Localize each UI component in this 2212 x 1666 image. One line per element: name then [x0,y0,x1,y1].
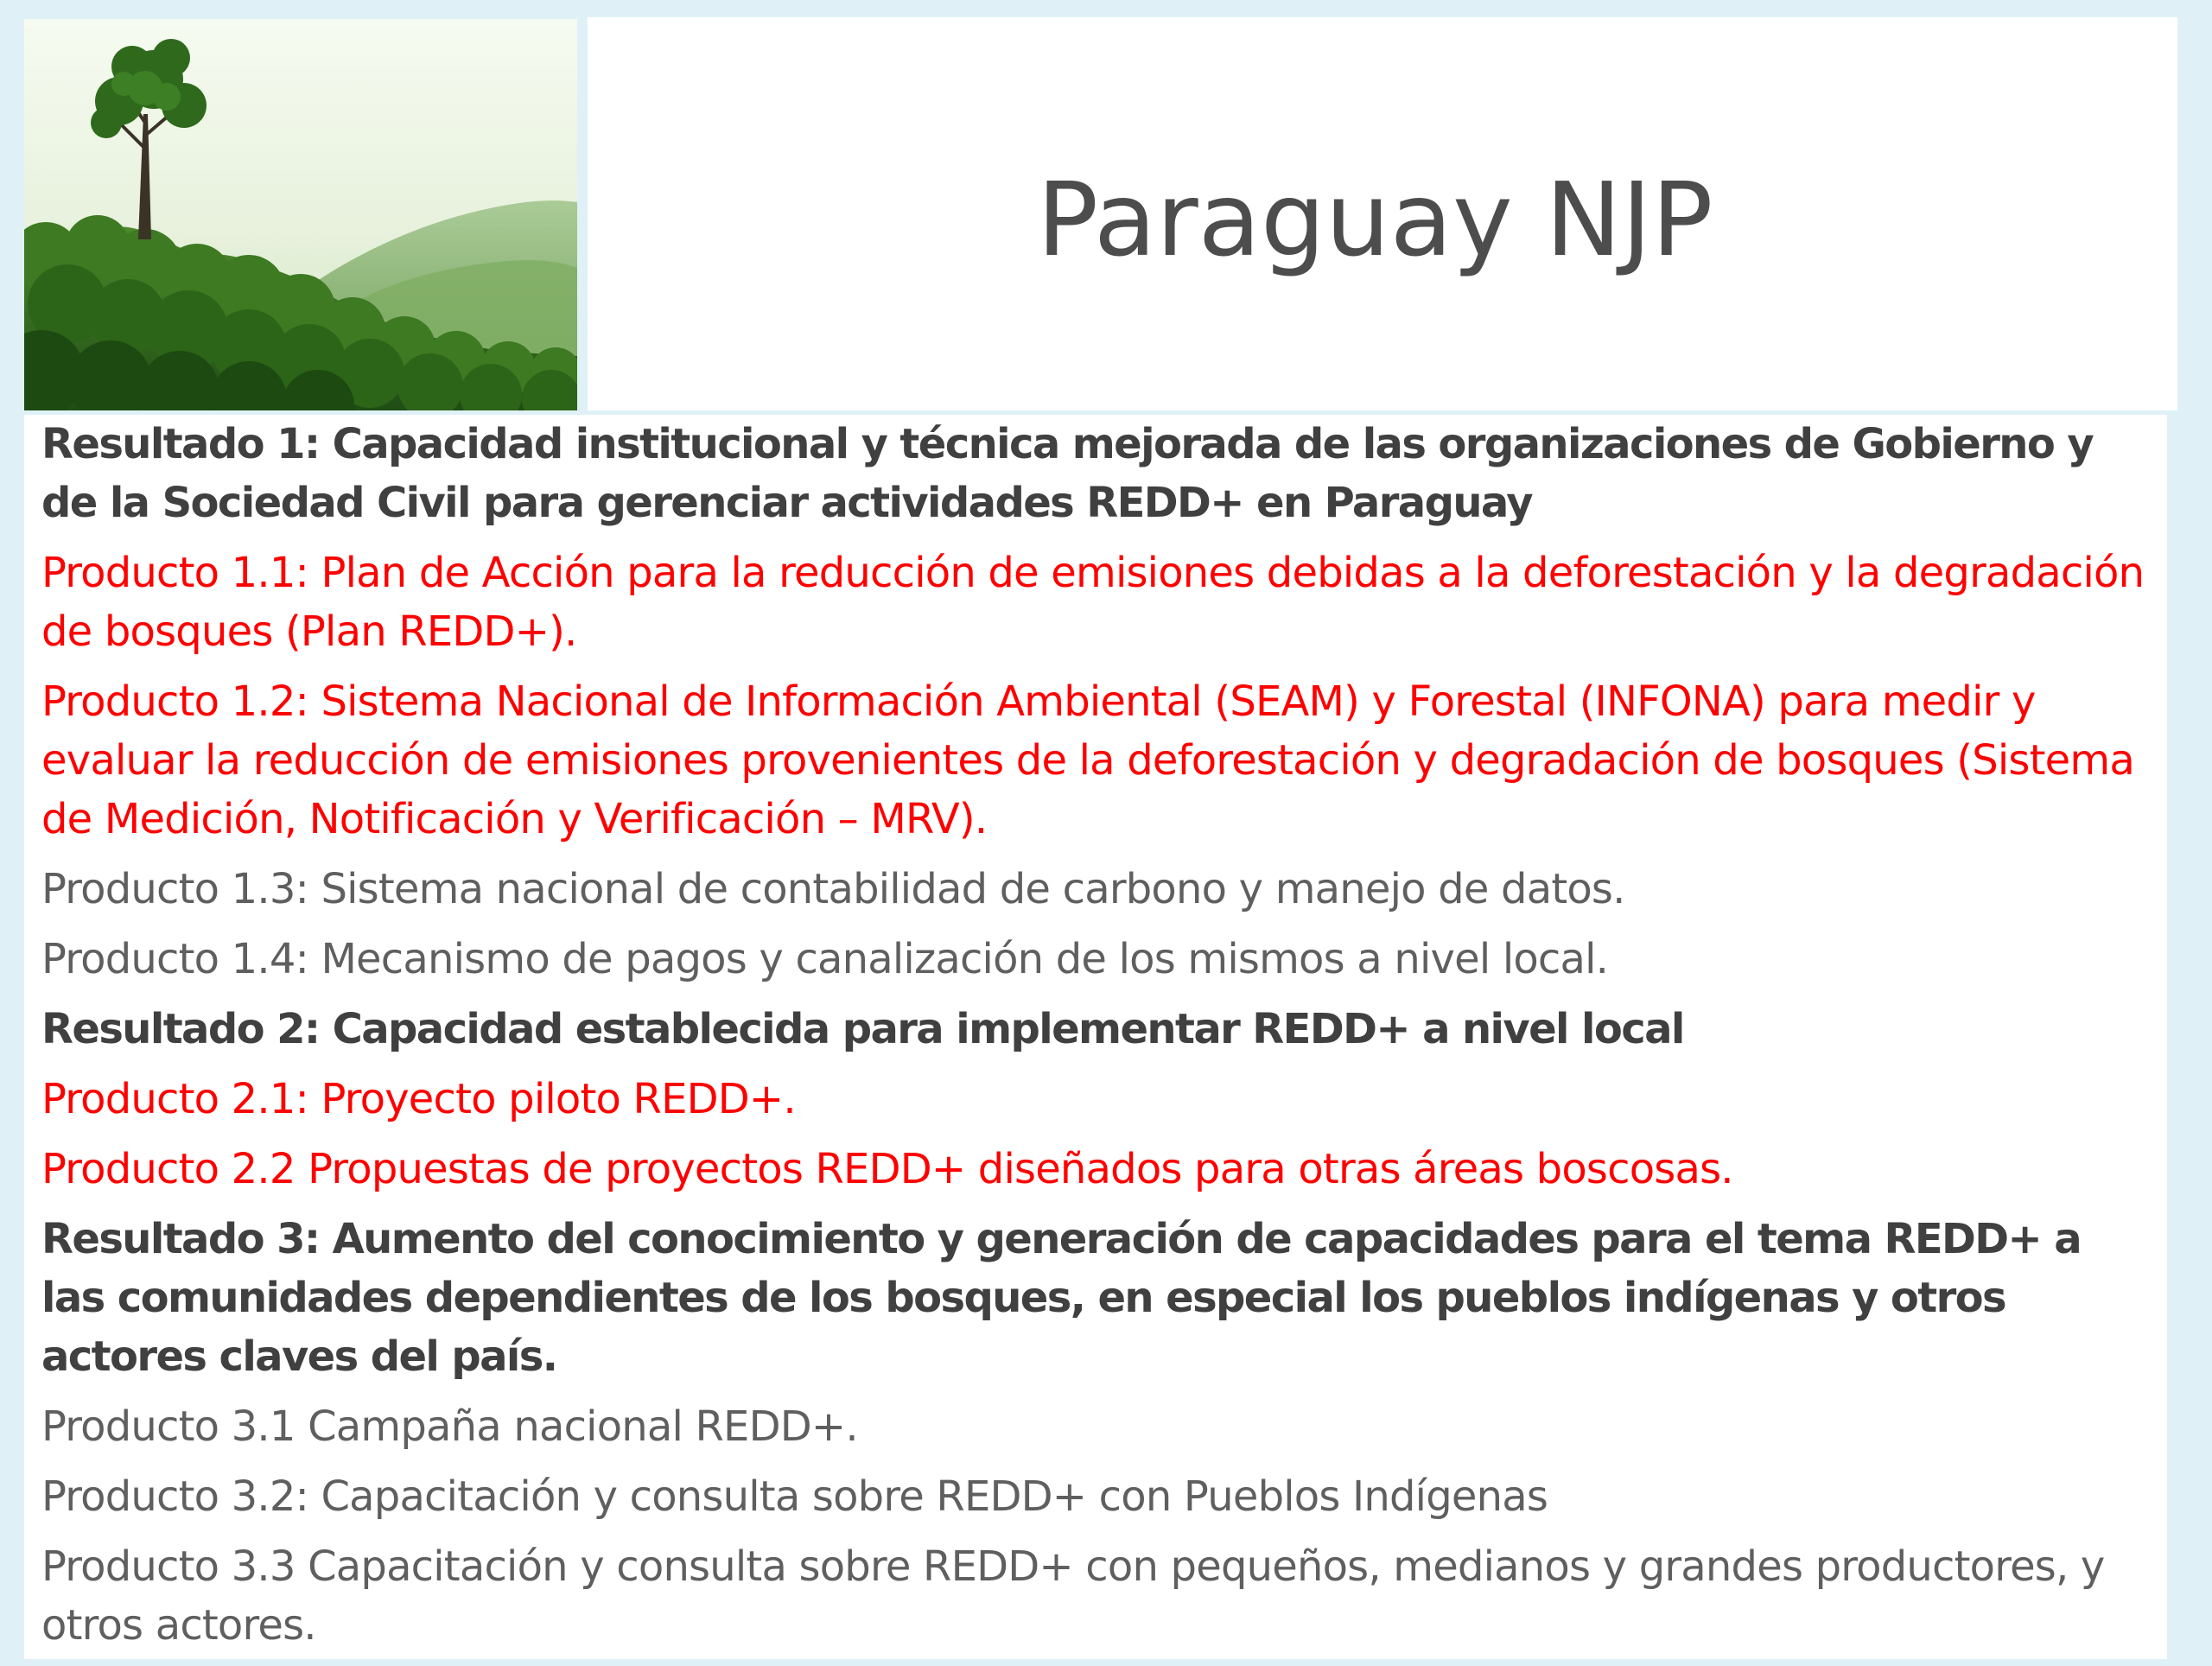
slide-title: Paraguay NJP [1037,160,1713,279]
producto-3-3: Producto 3.3 Capacitación y consulta sobre REDD+ con pequeños, medianos y grandes productores, y otros actores. [41,1542,2105,1650]
producto-2-1: Producto 2.1: Proyecto piloto REDD+. [41,1075,796,1123]
producto-2-2: Producto 2.2 Propuestas de proyectos REDD+ diseñados para otras áreas boscosas. [41,1145,1733,1193]
title-panel [588,17,2177,410]
producto-1-2: Producto 1.2: Sistema Nacional de Información Ambiental (SEAM) y Forestal (INFONA) para medir y evaluar la reducción de emisiones provenientes de la deforestación y degradación de bosques (Sistema de Medición, Notificación y Verificación – MRV). [41,677,2134,843]
resultado-2: Resultado 2: Capacidad establecida para implementar REDD+ a nivel local [41,1005,1684,1053]
producto-3-1: Producto 3.1 Campaña nacional REDD+. [41,1402,858,1451]
producto-3-2: Producto 3.2: Capacitación y consulta sobre REDD+ con Pueblos Indígenas [41,1472,1548,1521]
resultado-1: Resultado 1: Capacidad institucional y técnica mejorada de las organizaciones de Gobierno y de la Sociedad Civil para gerenciar actividades REDD+ en Paraguay [41,420,2094,527]
forest-photo [24,19,577,410]
forest-landscape-image [24,19,577,410]
producto-1-3: Producto 1.3: Sistema nacional de contabilidad de carbono y manejo de datos. [41,865,1625,913]
producto-1-4: Producto 1.4: Mecanismo de pagos y canalización de los mismos a nivel local. [41,935,1609,983]
content-list [41,415,2150,1666]
producto-1-1: Producto 1.1: Plan de Acción para la reducción de emisiones debidas a la deforestación y la degradación de bosques (Plan REDD+). [41,549,2145,656]
resultado-3: Resultado 3: Aumento del conocimiento y generación de capacidades para el tema REDD+ a las comunidades dependientes de los bosques, en especial los pueblos indígenas y otros actores claves del país. [41,1215,2082,1381]
content-panel [24,415,2167,1659]
